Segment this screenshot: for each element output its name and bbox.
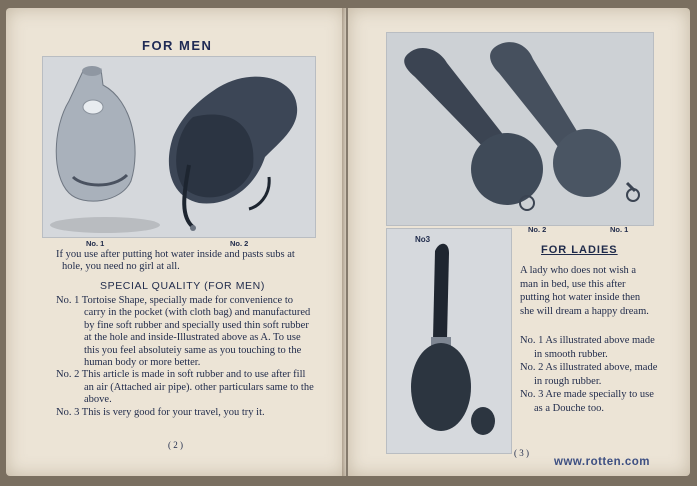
caption-top-no-2: No. 2 xyxy=(528,225,547,234)
watermark-url: www.rotten.com xyxy=(554,456,651,468)
booklet xyxy=(6,8,690,478)
men-item-2: No. 2 This article is made in soft rubber and to use after fill an air (Attached air pipe). other particulars same to the above. xyxy=(56,369,314,406)
page-number-right: ( 3 ) xyxy=(514,448,529,458)
ladies-item-3: No. 3 Are made specially to use as a Douche too. xyxy=(520,389,654,414)
ladies-intro-text: A lady who does not wish a man in bed, use this after putting hot water inside then she will dream a happy dream. xyxy=(520,265,649,317)
special-quality-subtitle: SPECIAL QUALITY (FOR MEN) xyxy=(100,280,265,292)
men-items-list xyxy=(56,295,314,419)
right-page xyxy=(348,8,690,476)
caption-no3: No3 xyxy=(415,235,431,244)
photo-ladies-product-no3 xyxy=(386,228,512,454)
photo-ladies-top-illustration xyxy=(387,33,653,225)
photo-men-products xyxy=(42,56,316,238)
photo-no3-illustration xyxy=(387,229,511,453)
left-page xyxy=(6,8,346,476)
men-intro-text: If you use after putting hot water inside and pasts subs at hole, you need no girl at all. xyxy=(56,249,295,273)
photo-men-illustration xyxy=(43,57,315,237)
page-title-for-ladies: FOR LADIES xyxy=(541,244,618,256)
photo-ladies-products-top xyxy=(386,32,654,226)
men-item-3: No. 3 This is very good for your travel, you try it. xyxy=(56,406,265,418)
caption-no-2: No. 2 xyxy=(230,239,249,248)
ladies-items-list xyxy=(520,334,662,416)
caption-no-1: No. 1 xyxy=(86,239,105,248)
men-item-1: No. 1 Tortoise Shape, specially made for convenience to carry in the pocket (with cloth bag) and manufactured by fine soft rubber and specially used thin soft rubber at the hole and inside-Illustrated above as A. To use this you feel absoluteiy same as you touching to the human body or more better. xyxy=(56,295,311,369)
page-number-left: ( 2 ) xyxy=(168,440,183,450)
caption-top-no-1: No. 1 xyxy=(610,225,629,234)
page-title-for-men: FOR MEN xyxy=(142,38,213,53)
ladies-item-1: No. 1 As illustrated above made in smooth rubber. xyxy=(520,335,655,360)
ladies-item-2: No. 2 As illustrated above, made in rough rubber. xyxy=(520,362,658,387)
